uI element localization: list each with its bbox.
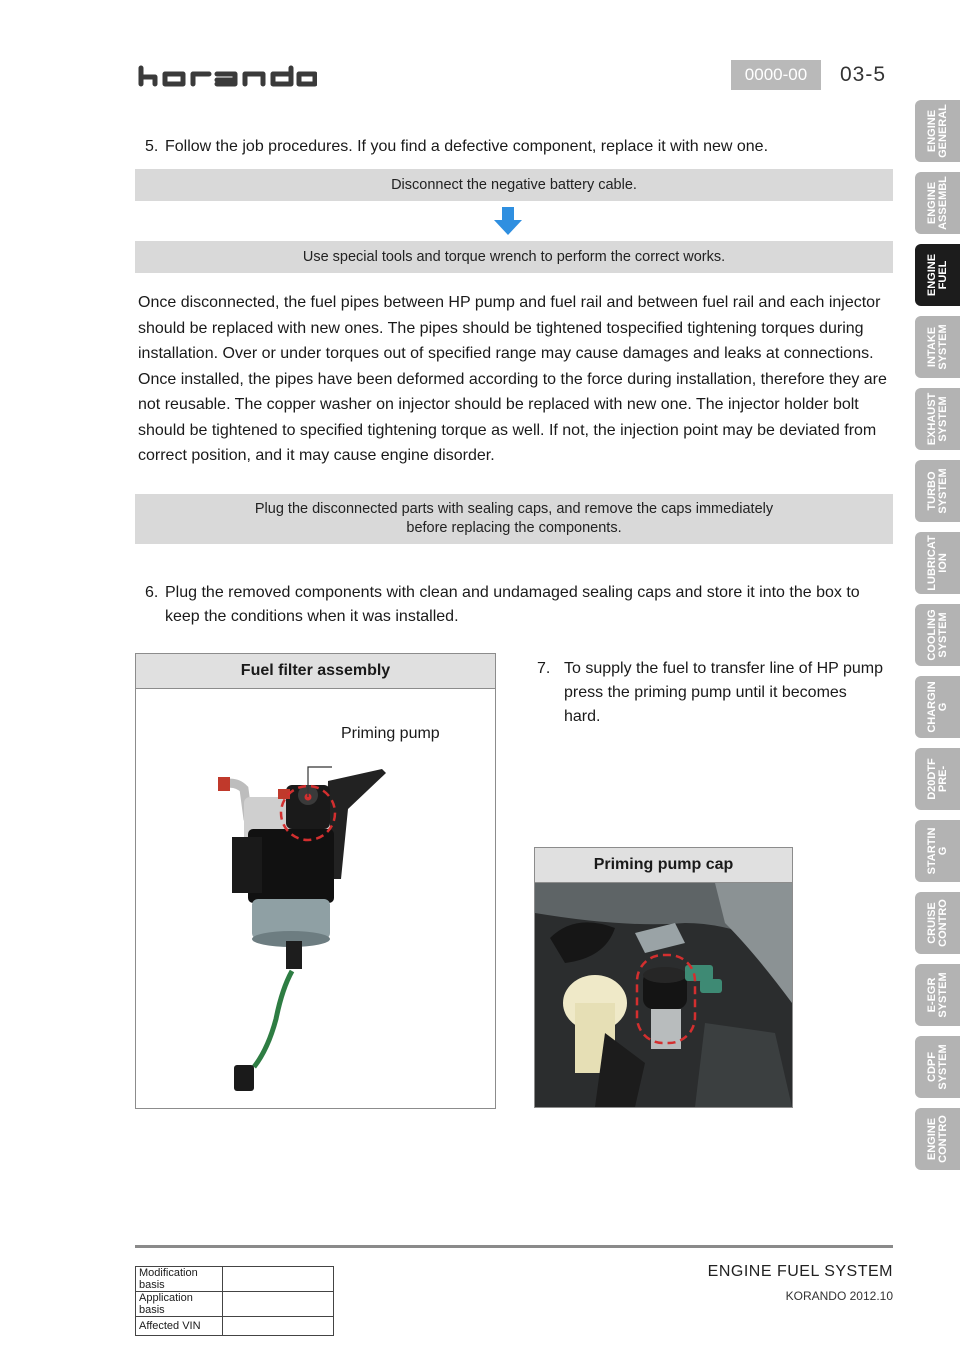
footer-divider xyxy=(135,1245,893,1248)
tab-turbo-system[interactable]: TURBO SYSTEM xyxy=(915,460,960,522)
step-number: 7. xyxy=(537,660,551,677)
tab-lubrication[interactable]: LUBRICAT ION xyxy=(915,532,960,594)
procedure-box-3-line1: Plug the disconnected parts with sealing caps, and remove the caps immediately xyxy=(254,501,774,517)
arrow-down-icon xyxy=(494,207,522,235)
table-value xyxy=(223,1317,334,1336)
table-label: Affected VIN xyxy=(136,1317,223,1336)
procedure-box-1: Disconnect the negative battery cable. xyxy=(135,169,893,201)
caution-paragraph: Once disconnected, the fuel pipes between HP pump and fuel rail and between fuel rail and each injector should be replaced with new ones. The pipes should be tightened tospecified tightening torques during installation. Over or under torques out of specified range may cause damages and leaks at connections. Once installed, the pipes have been deformed according to the force during installation, therefore they are not reusable. The copper washer on injector should be replaced with new one. The injector holder bolt should be tightened to specified tightening torque as well. If not, the injection point may be deviated from correct position, and it may cause engine disorder. xyxy=(138,294,887,464)
korando-logo xyxy=(137,64,317,88)
step-text-line2: press the priming pump until it becomes xyxy=(564,684,847,701)
step-text-line1: Plug the removed components with clean and undamaged sealing caps and store it into the box to xyxy=(165,584,860,601)
table-row xyxy=(136,1292,334,1317)
procedure-box-3 xyxy=(135,494,893,544)
tab-charging[interactable]: CHARGIN G xyxy=(915,676,960,738)
priming-pump-cap-figure xyxy=(534,847,793,1108)
priming-pump-callout: Priming pump xyxy=(341,725,440,742)
tab-exhaust-system[interactable]: EXHAUST SYSTEM xyxy=(915,388,960,450)
tab-cruise-control[interactable]: CRUISE CONTRO xyxy=(915,892,960,954)
tab-intake-system[interactable]: INTAKE SYSTEM xyxy=(915,316,960,378)
procedure-box-3-line2: before replacing the components. xyxy=(406,520,622,536)
figure-title: Priming pump cap xyxy=(535,848,792,883)
engine-bay-photo xyxy=(535,883,792,1107)
procedure-box-2: Use special tools and torque wrench to perform the correct works. xyxy=(135,241,893,273)
table-value xyxy=(223,1292,334,1317)
fuel-filter-figure xyxy=(135,653,496,1109)
step-7 xyxy=(537,656,897,734)
fuel-filter-illustration xyxy=(136,689,495,1108)
table-value xyxy=(223,1267,334,1292)
step-number: 5. xyxy=(145,138,159,155)
tab-engine-assembly[interactable]: ENGINE ASSEMBL xyxy=(915,172,960,234)
table-label: Application basis xyxy=(136,1292,223,1317)
tab-d20dtf-pre[interactable]: D20DTF PRE- xyxy=(915,748,960,810)
figure-title: Fuel filter assembly xyxy=(136,654,495,689)
footer-section-title: ENGINE FUEL SYSTEM xyxy=(707,1263,893,1280)
modification-table xyxy=(135,1266,334,1336)
table-row xyxy=(136,1267,334,1292)
step-text: Follow the job procedures. If you find a defective component, replace it with new one. xyxy=(165,138,769,155)
section-code-badge: 0000-00 xyxy=(731,60,821,90)
step-6 xyxy=(145,580,895,632)
table-row xyxy=(136,1317,334,1336)
step-text-line2: keep the conditions when it was installed. xyxy=(165,608,459,625)
tab-engine-general[interactable]: ENGINE GENERAL xyxy=(915,100,960,162)
step-number: 6. xyxy=(145,584,159,601)
tab-engine-fuel[interactable]: ENGINE FUEL xyxy=(915,244,960,306)
step-text-line3: hard. xyxy=(564,708,601,725)
tab-engine-control[interactable]: ENGINE CONTRO xyxy=(915,1108,960,1170)
table-label: Modification basis xyxy=(136,1267,223,1292)
tab-e-egr-system[interactable]: E-EGR SYSTEM xyxy=(915,964,960,1026)
page-number: 03-5 xyxy=(840,63,887,86)
step-text-line1: To supply the fuel to transfer line of HP pump xyxy=(564,660,883,677)
tab-cdpf-system[interactable]: CDPF SYSTEM xyxy=(915,1036,960,1098)
step-5 xyxy=(145,134,895,159)
footer-model-date: KORANDO 2012.10 xyxy=(785,1289,893,1303)
tab-cooling-system[interactable]: COOLING SYSTEM xyxy=(915,604,960,666)
tab-starting[interactable]: STARTIN G xyxy=(915,820,960,882)
